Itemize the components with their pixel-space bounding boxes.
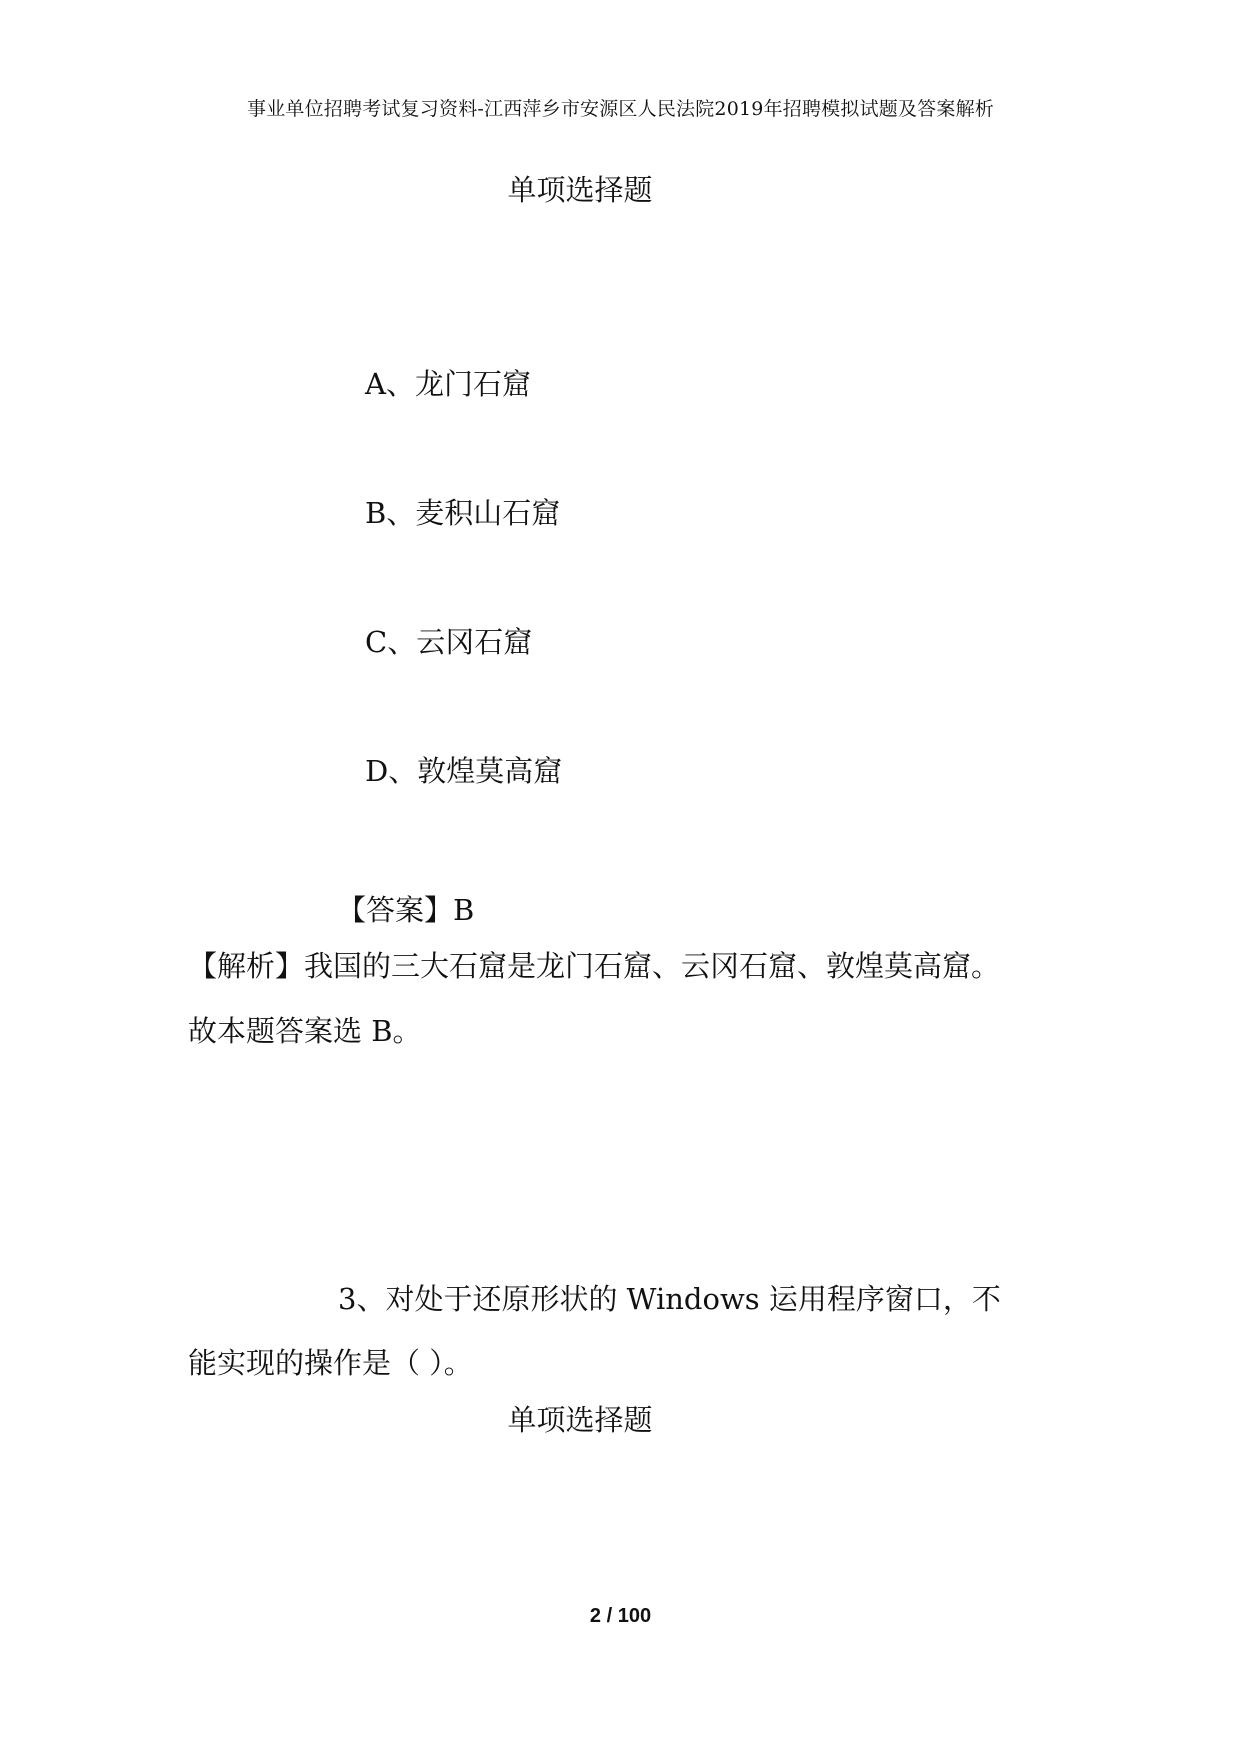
question-type-label-3: 单项选择题: [507, 1403, 653, 1437]
question-3-text-line-2: 能实现的操作是（ ）。: [188, 1346, 473, 1380]
option-a: A、龙门石窟: [365, 367, 531, 401]
question-3-text-line-1: 3、对处于还原形状的 Windows 运用程序窗口，不: [338, 1282, 1001, 1316]
page-number: 2 / 100: [589, 1605, 652, 1627]
document-header: 事业单位招聘考试复习资料-江西萍乡市安源区人民法院2019年招聘模拟试题及答案解析: [247, 98, 994, 120]
option-b: B、麦积山石窟: [365, 496, 561, 530]
option-d: D、敦煌莫高窟: [365, 754, 563, 788]
analysis-line-2: 故本题答案选 B。: [188, 1014, 422, 1048]
analysis-line-1: 【解析】我国的三大石窟是龙门石窟、云冈石窟、敦煌莫高窟。: [188, 949, 1001, 983]
option-c: C、云冈石窟: [365, 625, 533, 659]
question-type-label: 单项选择题: [507, 173, 653, 207]
answer-text: 【答案】B: [337, 893, 475, 927]
